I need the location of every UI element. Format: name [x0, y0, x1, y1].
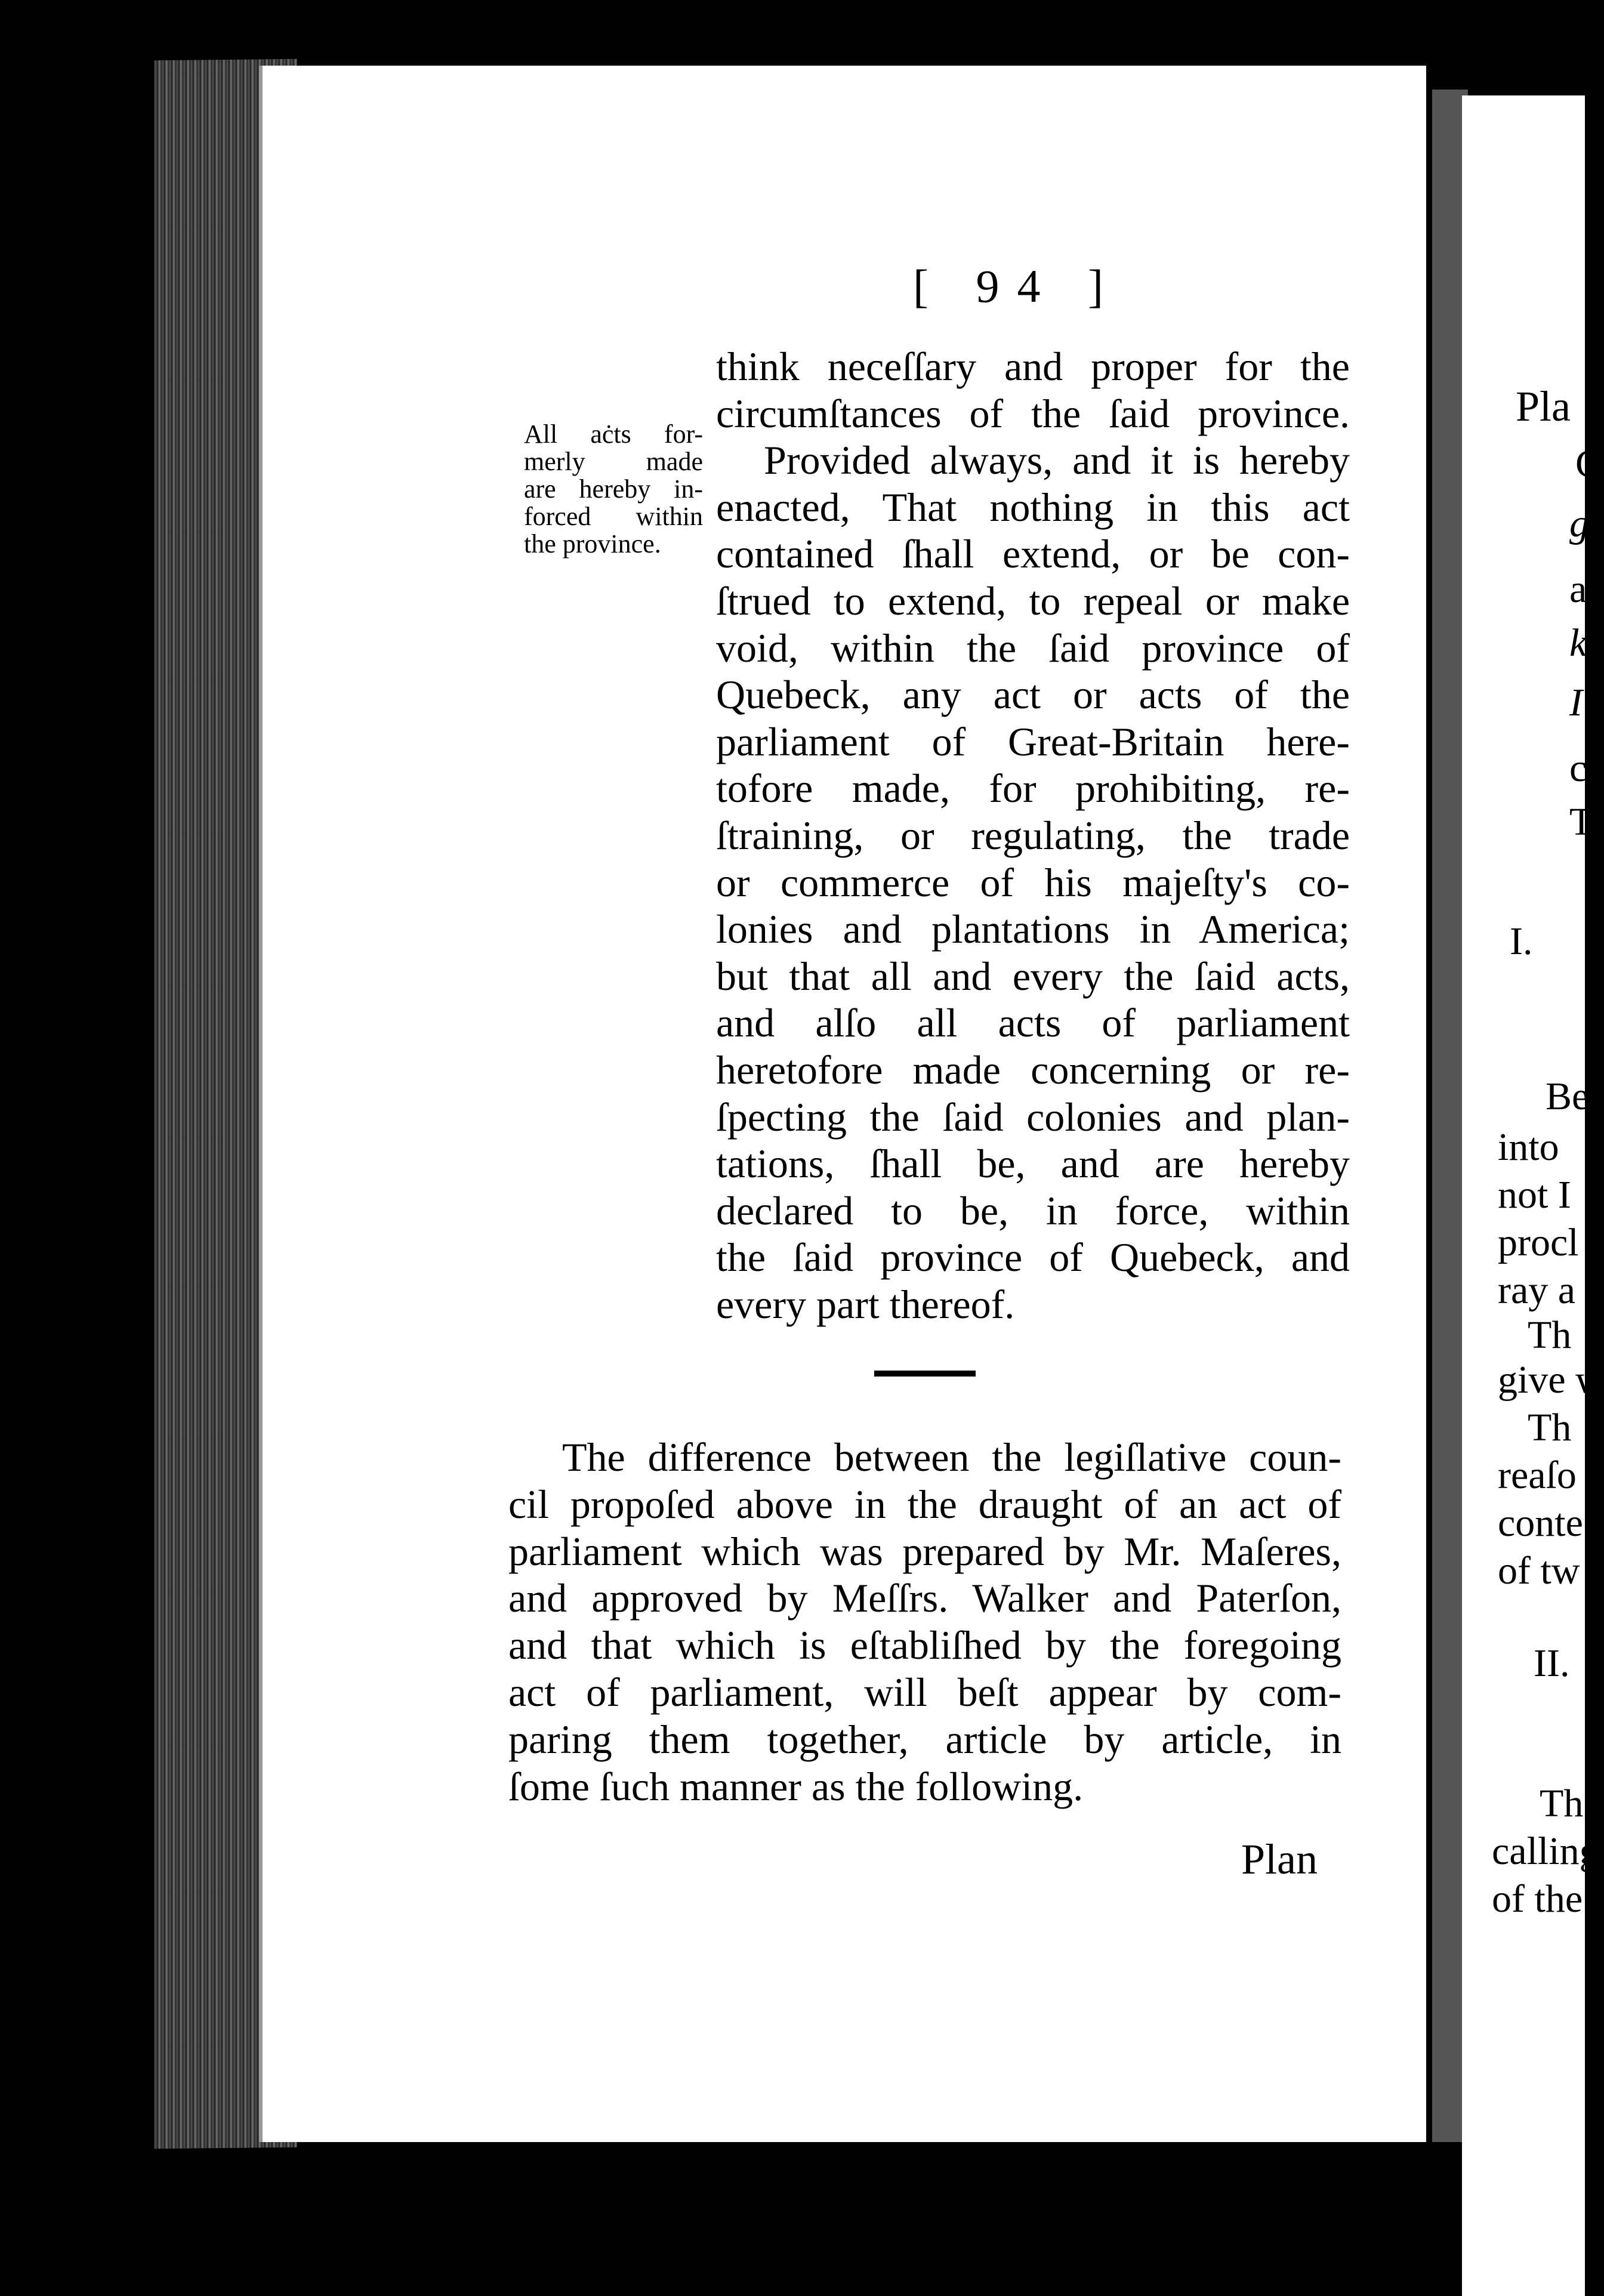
text-line: ſtrued to extend, to repeal or make	[716, 578, 1350, 624]
text-line: paring them together, article by article, in	[508, 1716, 1341, 1762]
text-line: and alſo all acts of parliament	[716, 1000, 1350, 1046]
text-line: heretofore made concerning or re-	[716, 1047, 1350, 1093]
text-line: lonies and plantations in America;	[716, 906, 1350, 952]
facing-line: Pla	[1516, 382, 1571, 430]
facing-line: T	[1569, 800, 1594, 844]
text-line: parliament which was prepared by Mr. Maſeres,	[508, 1528, 1341, 1574]
text-line: think neceſſary and proper for the	[716, 344, 1350, 389]
facing-line: Th	[1540, 1782, 1584, 1825]
facing-line: C	[1575, 442, 1602, 486]
facing-line: ray a	[1498, 1269, 1576, 1312]
facing-line: of the	[1492, 1877, 1583, 1921]
text-line: Quebeck, any act or acts of the	[716, 672, 1350, 718]
body-paragraph	[716, 343, 1350, 1328]
margin-note-line: are hereby in-	[524, 474, 703, 504]
text-line: tofore made, for prohibiting, re-	[716, 766, 1350, 811]
text-line: The difference between the legiſlative coun-	[562, 1434, 1341, 1480]
facing-line: calling	[1492, 1829, 1599, 1873]
facing-line: of tw	[1498, 1549, 1580, 1593]
text-line: declared to be, in force, within	[716, 1187, 1350, 1233]
text-line: ſtraining, or regulating, the trade	[716, 812, 1350, 858]
text-line: act of parliament, will beſt appear by com-	[508, 1669, 1341, 1715]
facing-line: Th	[1528, 1313, 1572, 1357]
facing-line: g	[1569, 502, 1589, 545]
text-line: and approved by Meſſrs. Walker and Paterſon,	[508, 1575, 1341, 1621]
text-line: the ſaid province of Quebeck, and	[716, 1235, 1350, 1280]
text-line: Provided always, and it is hereby	[764, 437, 1350, 483]
facing-line: I	[1569, 681, 1583, 724]
facing-line: reaſo	[1498, 1453, 1577, 1497]
facing-line: k	[1569, 621, 1587, 665]
margin-note-line: forced within	[524, 502, 703, 531]
margin-note-line: merly made	[524, 447, 703, 476]
facing-line: Be	[1546, 1075, 1590, 1118]
catchword: Plan	[1241, 1835, 1318, 1883]
facing-line: procl	[1498, 1221, 1579, 1264]
text-line: enacted, That nothing in this act	[716, 484, 1350, 530]
body-paragraph-2	[508, 1434, 1341, 1810]
facing-line: c	[1569, 746, 1587, 790]
scan-artifact	[1296, 0, 1301, 24]
facing-line: II.	[1534, 1641, 1570, 1685]
text-line: contained ſhall extend, or be con-	[716, 531, 1350, 577]
text-line: but that all and every the ſaid acts,	[716, 953, 1350, 999]
facing-line: I.	[1510, 919, 1533, 963]
facing-line: not I	[1498, 1173, 1571, 1217]
facing-line: into	[1498, 1125, 1559, 1169]
text-line: parliament of Great-Britain here-	[716, 718, 1350, 764]
section-divider	[874, 1371, 976, 1377]
text-line: ſome ſuch manner as the following.	[508, 1763, 1084, 1809]
text-line: void, within the ſaid province of	[716, 625, 1350, 671]
text-line: ſpecting the ſaid colonies and plan-	[716, 1094, 1350, 1140]
text-line: tations, ſhall be, and are hereby	[716, 1141, 1350, 1187]
margin-note	[524, 421, 703, 558]
margin-note-line: All aċts for-	[524, 419, 703, 449]
text-line: or commerce of his majeſty's co-	[716, 859, 1350, 905]
margin-note-line: the province.	[524, 529, 661, 558]
facing-line: give w	[1498, 1358, 1604, 1402]
text-line: circumſtances of the ſaid province.	[716, 390, 1350, 436]
text-line: and that which is eſtabliſhed by the foregoing	[508, 1622, 1341, 1668]
text-line: cil propoſed above in the draught of an act of	[508, 1481, 1341, 1527]
facing-page-fragment	[1462, 95, 1604, 2296]
facing-line: Th	[1528, 1406, 1572, 1449]
text-line: every part thereof.	[716, 1281, 1015, 1327]
facing-line: conte	[1498, 1501, 1583, 1545]
facing-line: a	[1569, 567, 1587, 611]
page-header: [ 94 ]	[913, 260, 1121, 312]
